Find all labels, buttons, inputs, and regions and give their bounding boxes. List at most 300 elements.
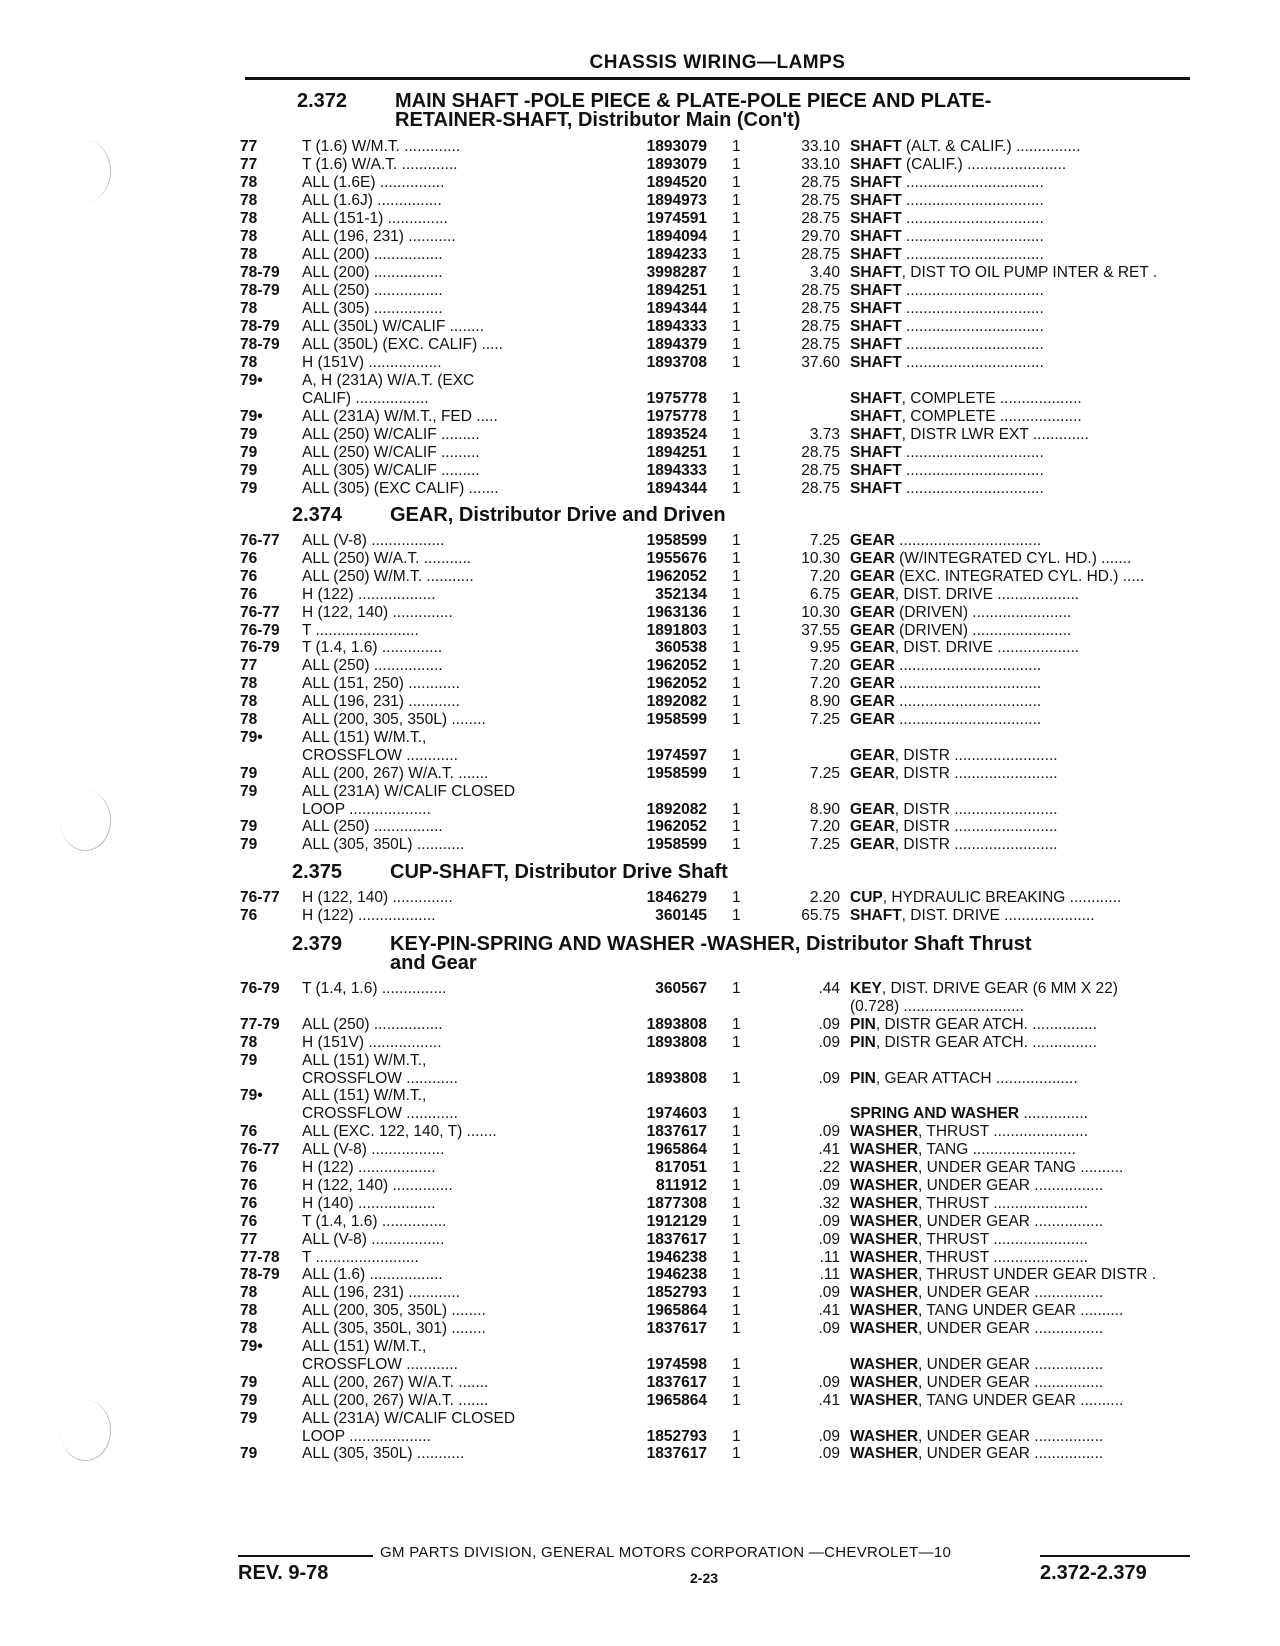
- part-detail: , DISTR ........................: [894, 800, 1058, 818]
- part-detail: , UNDER GEAR ................: [918, 1284, 1104, 1302]
- quantity: 1: [732, 585, 741, 603]
- part-name: GEAR: [850, 639, 895, 657]
- punch-hole-middle: [60, 790, 111, 851]
- model-year: 76: [240, 1123, 258, 1141]
- application: ALL (231A) W/M.T., FED .....: [302, 408, 498, 425]
- part-name: GEAR: [850, 657, 895, 675]
- part-number: 1974591: [646, 210, 707, 227]
- part-name: WASHER: [850, 1194, 919, 1212]
- part-name: WASHER: [850, 1355, 919, 1373]
- part-detail: ...............: [1019, 1105, 1088, 1123]
- part-detail: ................................: [901, 210, 1044, 227]
- part-number: 1892082: [646, 693, 707, 711]
- part-detail: , DISTR ........................: [894, 746, 1058, 764]
- part-detail: , DISTR ........................: [894, 818, 1058, 836]
- part-number: 817051: [655, 1159, 707, 1176]
- part-detail: (DRIVEN) .......................: [894, 603, 1072, 621]
- part-detail: (W/INTEGRATED CYL. HD.) .......: [894, 549, 1132, 567]
- part-description: [850, 282, 1280, 300]
- section-heading: [297, 92, 991, 130]
- application: ALL (200, 267) W/A.T. .......: [302, 1373, 489, 1391]
- list-price: .09: [818, 1320, 840, 1338]
- quantity: 1: [732, 567, 741, 585]
- application: ALL (151) W/M.T.,: [302, 1051, 427, 1069]
- part-name: WASHER: [850, 1141, 919, 1159]
- section-number: 2.374: [292, 504, 343, 526]
- part-detail: , DIST. DRIVE .....................: [901, 907, 1095, 924]
- part-detail: ................................: [901, 318, 1044, 335]
- quantity: 1: [732, 1212, 741, 1230]
- application: ALL (250) ................: [302, 1015, 443, 1033]
- application: ALL (V-8) .................: [302, 1141, 445, 1159]
- part-detail: , THRUST ......................: [918, 1194, 1089, 1212]
- part-name: GEAR: [850, 567, 895, 585]
- model-year: 79: [240, 836, 258, 854]
- model-year: 79: [240, 818, 258, 836]
- quantity: 1: [732, 711, 741, 728]
- part-detail: , DISTR GEAR ATCH. ...............: [875, 1015, 1097, 1033]
- part-number: 360145: [655, 907, 707, 924]
- part-detail: , HYDRAULIC BREAKING ............: [882, 889, 1122, 906]
- part-description: [850, 1159, 1280, 1177]
- model-year: 78-79: [240, 282, 280, 299]
- part-name: GEAR: [850, 693, 895, 711]
- part-detail: , DISTR LWR EXT .............: [901, 426, 1089, 443]
- part-name: SHAFT: [850, 390, 902, 407]
- quantity: 1: [732, 675, 741, 693]
- application: ALL (250) ................: [302, 657, 443, 675]
- footer-publisher: GM PARTS DIVISION, GENERAL MOTORS CORPORATION —CHEVROLET—10: [380, 1544, 952, 1561]
- part-name: SHAFT: [850, 174, 902, 191]
- quantity: 1: [732, 1141, 741, 1159]
- section-title-text: [395, 92, 991, 130]
- part-number: 360567: [655, 980, 707, 997]
- list-price: 28.75: [801, 174, 840, 191]
- model-year: 79•: [240, 408, 263, 425]
- application: CALIF) .................: [302, 390, 429, 407]
- part-description: [850, 246, 1280, 264]
- part-name: WASHER: [850, 1123, 919, 1141]
- quantity: 1: [732, 603, 741, 621]
- quantity: 1: [732, 228, 741, 245]
- part-name: GEAR: [850, 675, 895, 693]
- model-year: 76: [240, 1212, 258, 1230]
- part-number: 1965864: [646, 1141, 707, 1159]
- part-number: 1894333: [646, 462, 707, 479]
- part-name: SHAFT: [850, 156, 902, 173]
- part-number: 1877308: [646, 1194, 707, 1212]
- application: ALL (200) ................: [302, 246, 443, 263]
- part-description: [850, 907, 1280, 925]
- part-number: 1893808: [646, 1033, 707, 1051]
- part-description: [850, 480, 1280, 498]
- part-description: [850, 801, 1280, 819]
- part-description: [850, 747, 1280, 765]
- part-name: SHAFT: [850, 480, 902, 497]
- application: ALL (196, 231) ............: [302, 693, 460, 711]
- quantity: 1: [732, 818, 741, 836]
- part-name: SHAFT: [850, 354, 902, 371]
- part-detail: , COMPLETE ...................: [901, 390, 1082, 407]
- model-year: 78: [240, 693, 258, 711]
- application: H (122, 140) ..............: [302, 889, 453, 906]
- quantity: 1: [732, 192, 741, 209]
- application: ALL (250) W/A.T. ...........: [302, 549, 472, 567]
- application: ALL (250) W/M.T. ...........: [302, 567, 474, 585]
- list-price: .09: [818, 1069, 840, 1087]
- list-price: .44: [818, 980, 840, 997]
- application: CROSSFLOW ............: [302, 1069, 458, 1087]
- list-price: 28.75: [801, 462, 840, 479]
- part-detail: ................................: [901, 462, 1044, 479]
- application: ALL (200, 305, 350L) ........: [302, 1302, 486, 1320]
- part-description: [850, 1123, 1280, 1141]
- section-heading: [292, 506, 726, 525]
- model-year: 76: [240, 567, 258, 585]
- application: T (1.4, 1.6) ...............: [302, 980, 447, 997]
- part-number: 1837617: [646, 1445, 707, 1463]
- list-price: 29.70: [801, 228, 840, 245]
- part-number: 1837617: [646, 1230, 707, 1248]
- part-description: [850, 318, 1280, 336]
- part-number: 1893808: [646, 1015, 707, 1033]
- part-number: 1962052: [646, 818, 707, 836]
- part-detail: ................................: [901, 444, 1044, 461]
- part-number: 1894379: [646, 336, 707, 353]
- quantity: 1: [732, 1230, 741, 1248]
- part-detail: (DRIVEN) .......................: [894, 621, 1072, 639]
- application: H (122, 140) ..............: [302, 603, 453, 621]
- quantity: 1: [732, 246, 741, 263]
- part-number: 1893079: [646, 156, 707, 173]
- part-number: 1894344: [646, 480, 707, 497]
- part-description: [850, 998, 1280, 1016]
- part-number: 1975778: [646, 390, 707, 407]
- application: T (1.4, 1.6) ..............: [302, 639, 443, 657]
- part-name: GEAR: [850, 585, 895, 603]
- part-number: 1893708: [646, 354, 707, 371]
- quantity: 1: [732, 318, 741, 335]
- part-detail: (CALIF.) .......................: [901, 156, 1067, 173]
- list-price: 7.20: [809, 675, 840, 693]
- quantity: 1: [732, 444, 741, 461]
- list-price: 37.60: [801, 354, 840, 371]
- application: H (151V) .................: [302, 1033, 442, 1051]
- part-detail: , GEAR ATTACH ...................: [875, 1069, 1078, 1087]
- application: ALL (305, 350L) ...........: [302, 836, 465, 854]
- quantity: 1: [732, 1266, 741, 1284]
- part-number: 1974603: [646, 1105, 707, 1123]
- section-heading: [292, 935, 1032, 973]
- part-name: WASHER: [850, 1176, 919, 1194]
- part-description: [850, 210, 1280, 228]
- part-description: [850, 390, 1280, 408]
- quantity: 1: [732, 426, 741, 443]
- quantity: 1: [732, 138, 741, 155]
- part-name: PIN: [850, 1015, 876, 1033]
- part-name: SHAFT: [850, 462, 902, 479]
- model-year: 79: [240, 1409, 258, 1427]
- part-number: 1891803: [646, 621, 707, 639]
- part-description: [850, 426, 1280, 444]
- application: H (151V) .................: [302, 354, 442, 371]
- quantity: 1: [732, 1320, 741, 1338]
- part-name: WASHER: [850, 1373, 919, 1391]
- part-description: [850, 622, 1280, 640]
- part-name: WASHER: [850, 1266, 919, 1284]
- list-price: 7.20: [809, 567, 840, 585]
- part-detail: , UNDER GEAR ................: [918, 1212, 1104, 1230]
- application: ALL (151, 250) ............: [302, 675, 460, 693]
- application: ALL (200) ................: [302, 264, 443, 281]
- list-price: 28.75: [801, 480, 840, 497]
- part-name: SHAFT: [850, 264, 902, 281]
- part-description: [850, 300, 1280, 318]
- quantity: 1: [732, 980, 741, 997]
- quantity: 1: [732, 1355, 741, 1373]
- list-price: .09: [818, 1123, 840, 1141]
- application: ALL (200, 305, 350L) ........: [302, 711, 486, 728]
- part-name: SHAFT: [850, 192, 902, 209]
- quantity: 1: [732, 264, 741, 281]
- quantity: 1: [732, 1015, 741, 1033]
- model-year: 78: [240, 228, 258, 245]
- application: ALL (151) W/M.T.,: [302, 1087, 427, 1105]
- footer-rule-right: [1040, 1555, 1190, 1557]
- part-description: [850, 1392, 1280, 1410]
- part-number: 1894333: [646, 318, 707, 335]
- part-description: [850, 462, 1280, 480]
- part-number: 811912: [656, 1176, 707, 1194]
- section-title-text: [390, 506, 726, 525]
- model-year: 79•: [240, 1338, 263, 1355]
- part-number: 1958599: [646, 711, 707, 728]
- part-detail: ................................: [901, 282, 1044, 299]
- part-description: [850, 336, 1280, 354]
- quantity: 1: [732, 836, 741, 854]
- part-name: GEAR: [850, 711, 895, 728]
- list-price: 8.90: [809, 800, 840, 818]
- model-year: 76: [240, 585, 258, 603]
- page-number: 2-23: [690, 1570, 719, 1586]
- quantity: 1: [732, 621, 741, 639]
- application: CROSSFLOW ............: [302, 1105, 458, 1123]
- list-price: 3.40: [809, 264, 840, 281]
- list-price: 9.95: [809, 639, 840, 657]
- part-detail: , UNDER GEAR ................: [918, 1355, 1104, 1373]
- part-description: [850, 1320, 1280, 1338]
- quantity: 1: [732, 174, 741, 191]
- part-number: 1894251: [646, 282, 707, 299]
- part-description: [850, 818, 1280, 836]
- part-description: [850, 1141, 1280, 1159]
- application: ALL (151) W/M.T.,: [302, 728, 427, 746]
- section-number: 2.372: [297, 90, 348, 112]
- part-detail: ................................: [901, 336, 1044, 353]
- section-title-line: GEAR, Distributor Drive and Driven: [390, 504, 726, 526]
- list-price: .41: [818, 1302, 840, 1320]
- part-number: 1958599: [646, 764, 707, 782]
- part-name: WASHER: [850, 1320, 919, 1338]
- part-name: CUP: [850, 889, 883, 906]
- model-year: 79: [240, 1391, 258, 1409]
- part-number: 1955676: [646, 549, 707, 567]
- list-price: .41: [818, 1391, 840, 1409]
- model-year: 78-79: [240, 336, 280, 353]
- part-detail: ................................: [901, 174, 1044, 191]
- application: ALL (200, 267) W/A.T. .......: [302, 1391, 489, 1409]
- part-detail: , DIST. DRIVE ...................: [894, 585, 1080, 603]
- section-number: 2.375: [292, 861, 343, 883]
- quantity: 1: [732, 336, 741, 353]
- part-detail: , TANG UNDER GEAR ..........: [918, 1302, 1124, 1320]
- part-description: [850, 980, 1280, 998]
- part-name: WASHER: [850, 1302, 919, 1320]
- model-year: 76-77: [240, 1141, 280, 1159]
- part-detail: , UNDER GEAR ................: [918, 1445, 1104, 1463]
- part-number: 1837617: [646, 1123, 707, 1141]
- application: H (140) ..................: [302, 1194, 436, 1212]
- application: ALL (305) (EXC CALIF) .......: [302, 480, 499, 497]
- model-year: 77: [240, 156, 258, 173]
- quantity: 1: [732, 907, 741, 924]
- part-description: [850, 1249, 1280, 1267]
- application: ALL (231A) W/CALIF CLOSED: [302, 1409, 516, 1427]
- part-description: [850, 657, 1280, 675]
- quantity: 1: [732, 1284, 741, 1302]
- list-price: 10.30: [801, 549, 840, 567]
- list-price: .09: [818, 1015, 840, 1033]
- header-rule: [245, 77, 1190, 80]
- part-detail: , DISTR ........................: [894, 836, 1058, 854]
- list-price: 28.75: [801, 318, 840, 335]
- model-year: 78: [240, 711, 258, 728]
- application: ALL (196, 231) ...........: [302, 228, 456, 245]
- model-year: 77: [240, 1230, 258, 1248]
- application: ALL (305, 350L, 301) ........: [302, 1320, 486, 1338]
- quantity: 1: [732, 210, 741, 227]
- model-year: 76-77: [240, 532, 280, 549]
- model-year: 76-79: [240, 639, 280, 657]
- model-year: 79: [240, 1051, 258, 1069]
- application: A, H (231A) W/A.T. (EXC: [302, 372, 475, 389]
- part-detail: (0.728) ............................: [850, 997, 1024, 1015]
- quantity: 1: [732, 462, 741, 479]
- quantity: 1: [732, 746, 741, 764]
- application: ALL (305, 350L) ...........: [302, 1445, 465, 1463]
- part-number: 1894251: [646, 444, 707, 461]
- part-name: WASHER: [850, 1230, 919, 1248]
- part-description: [850, 1266, 1280, 1284]
- part-description: [850, 1374, 1280, 1392]
- model-year: 79•: [240, 372, 263, 389]
- model-year: 79: [240, 764, 258, 782]
- model-year: 79: [240, 444, 258, 461]
- application: ALL (250) W/CALIF .........: [302, 426, 480, 443]
- quantity: 1: [732, 764, 741, 782]
- application: H (122) ..................: [302, 1159, 436, 1176]
- quantity: 1: [732, 300, 741, 317]
- list-price: .09: [818, 1373, 840, 1391]
- model-year: 77-78: [240, 1248, 280, 1266]
- list-price: 8.90: [809, 693, 840, 711]
- part-name: WASHER: [850, 1445, 919, 1463]
- quantity: 1: [732, 657, 741, 675]
- part-detail: .................................: [894, 711, 1042, 728]
- application: H (122, 140) ..............: [302, 1176, 453, 1194]
- part-name: GEAR: [850, 836, 895, 854]
- part-name: WASHER: [850, 1159, 919, 1176]
- application: LOOP ...................: [302, 1427, 431, 1445]
- part-name: SHAFT: [850, 138, 902, 155]
- part-detail: , DIST. DRIVE GEAR (6 MM X 22): [881, 980, 1118, 997]
- part-description: [850, 711, 1280, 729]
- part-description: [850, 174, 1280, 192]
- part-detail: , THRUST ......................: [918, 1248, 1089, 1266]
- part-name: GEAR: [850, 621, 895, 639]
- application: CROSSFLOW ............: [302, 1355, 458, 1373]
- quantity: 1: [732, 408, 741, 425]
- application: ALL (250) ................: [302, 282, 443, 299]
- list-price: 33.10: [801, 138, 840, 155]
- part-name: GEAR: [850, 746, 895, 764]
- part-detail: .................................: [894, 675, 1042, 693]
- part-description: [850, 1428, 1280, 1446]
- part-name: SHAFT: [850, 228, 902, 245]
- model-year: 79: [240, 462, 258, 479]
- section-title-line: MAIN SHAFT -POLE PIECE & PLATE-POLE PIECE AND PLATE-: [395, 90, 992, 112]
- part-detail: , DIST TO OIL PUMP INTER & RET .: [901, 264, 1158, 281]
- model-year: 79: [240, 1445, 258, 1463]
- application: ALL (231A) W/CALIF CLOSED: [302, 782, 516, 800]
- part-description: [850, 228, 1280, 246]
- part-number: 1946238: [646, 1248, 707, 1266]
- part-description: [850, 1302, 1280, 1320]
- part-number: 1894094: [646, 228, 707, 245]
- list-price: 28.75: [801, 444, 840, 461]
- part-detail: .................................: [894, 693, 1042, 711]
- part-number: 1893808: [646, 1069, 707, 1087]
- part-description: [850, 1445, 1280, 1463]
- part-name: GEAR: [850, 603, 895, 621]
- application: H (122) ..................: [302, 907, 436, 924]
- part-number: 1846279: [646, 889, 707, 906]
- list-price: 28.75: [801, 246, 840, 263]
- model-year: 78: [240, 300, 258, 317]
- list-price: .32: [818, 1194, 840, 1212]
- model-year: 79: [240, 426, 258, 443]
- application: LOOP ...................: [302, 800, 431, 818]
- section-number: 2.379: [292, 933, 343, 955]
- application: ALL (350L) (EXC. CALIF) .....: [302, 336, 503, 353]
- part-detail: , THRUST ......................: [918, 1230, 1089, 1248]
- part-description: [850, 1213, 1280, 1231]
- part-number: 1837617: [646, 1373, 707, 1391]
- list-price: 28.75: [801, 300, 840, 317]
- part-number: 1962052: [646, 567, 707, 585]
- model-year: 78: [240, 1033, 258, 1051]
- part-number: 1974597: [646, 746, 707, 764]
- part-number: 1962052: [646, 657, 707, 675]
- part-description: [850, 156, 1280, 174]
- part-name: SHAFT: [850, 907, 902, 924]
- model-year: 78: [240, 192, 258, 209]
- part-name: WASHER: [850, 1284, 919, 1302]
- part-detail: (ALT. & CALIF.) ...............: [901, 138, 1081, 155]
- part-name: SHAFT: [850, 426, 902, 443]
- part-number: 360538: [655, 639, 707, 657]
- model-year: 78: [240, 174, 258, 191]
